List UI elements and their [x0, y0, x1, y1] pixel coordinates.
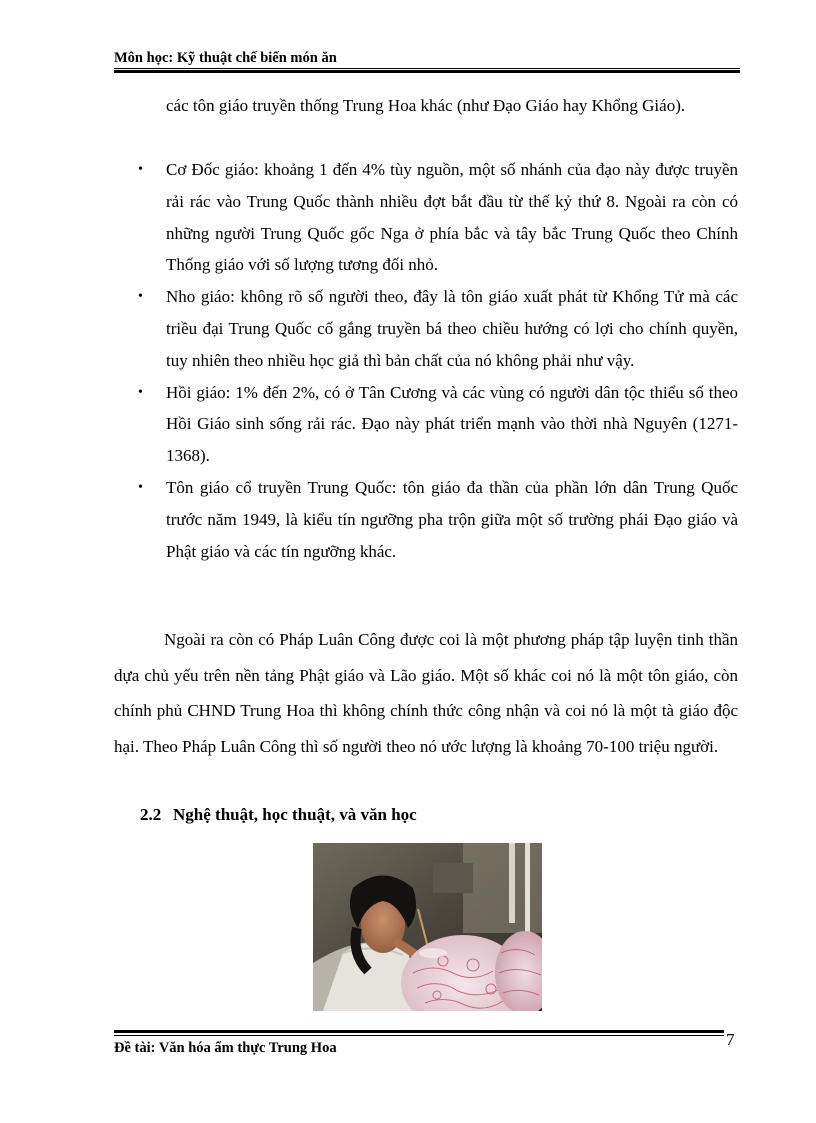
- religion-bullet-list: [166, 154, 738, 567]
- section-number: 2.2: [140, 805, 162, 824]
- footer-rule-thick: [114, 1030, 724, 1033]
- pottery-painting-photo: [313, 843, 542, 1011]
- header-course-title: Môn học: Kỹ thuật chế biến món ăn: [114, 50, 337, 66]
- bullet-islam: • Hồi giáo: 1% đến 2%, có ở Tân Cương và các vùng có người dân tộc thiểu số theo Hồi Giáo sinh sống rải rác. Đạo này phát triển mạnh vào thời nhà Nguyên (1271-1368).: [166, 377, 738, 472]
- header-rule-thin: [114, 68, 740, 69]
- section-title: Nghệ thuật, học thuật, và văn học: [173, 805, 417, 824]
- page-number: 7: [726, 1030, 735, 1049]
- falun-gong-paragraph: [114, 622, 738, 764]
- intro-continuation-text: các tôn giáo truyền thống Trung Hoa khác (như Đạo Giáo hay Khổng Giáo).: [166, 96, 686, 115]
- bullet-confucianism: • Nho giáo: không rõ số người theo, đây là tôn giáo xuất phát từ Khổng Tử mà các triều đại Trung Quốc cố gắng truyền bá theo chiều hướng có lợi cho chính quyền, tuy nhiên theo nhiều học giả thì bản chất của nó không phải như vậy.: [166, 281, 738, 376]
- bullet-christianity: • Cơ Đốc giáo: khoảng 1 đến 4% tùy nguồn, một số nhánh của đạo này được truyền rải rác vào Trung Quốc thành nhiều đợt bắt đầu từ thế kỷ thứ 8. Ngoài ra còn có những người Trung Quốc gốc Nga ở phía bắc và tây bắc Trung Quốc theo Chính Thống giáo với số lượng tương đối nhỏ.: [166, 154, 738, 281]
- section-heading: [140, 805, 417, 825]
- header-rule-thick: [114, 70, 740, 73]
- paragraph-text: Ngoài ra còn có Pháp Luân Công được coi là một phương pháp tập luyện tinh thần dựa chủ yếu trên nền tảng Phật giáo và Lão giáo. Một số khác coi nó là một tôn giáo, còn chính phủ CHND Trung Hoa thì không chính thức công nhận và coi nó là một tà giáo độc hại. Theo Pháp Luân Công thì số người theo nó ước lượng là khoảng 70-100 triệu người.: [114, 630, 738, 756]
- bullet-folk-religion: • Tôn giáo cổ truyền Trung Quốc: tôn giáo đa thần của phần lớn dân Trung Quốc trước năm 1949, là kiểu tín ngưỡng pha trộn giữa một số trường phái Đạo giáo và Phật giáo và các tín ngưỡng khác.: [166, 472, 738, 567]
- footer-topic: Đề tài: Văn hóa ẩm thực Trung Hoa: [114, 1040, 337, 1056]
- footer-rule-thin: [114, 1035, 724, 1036]
